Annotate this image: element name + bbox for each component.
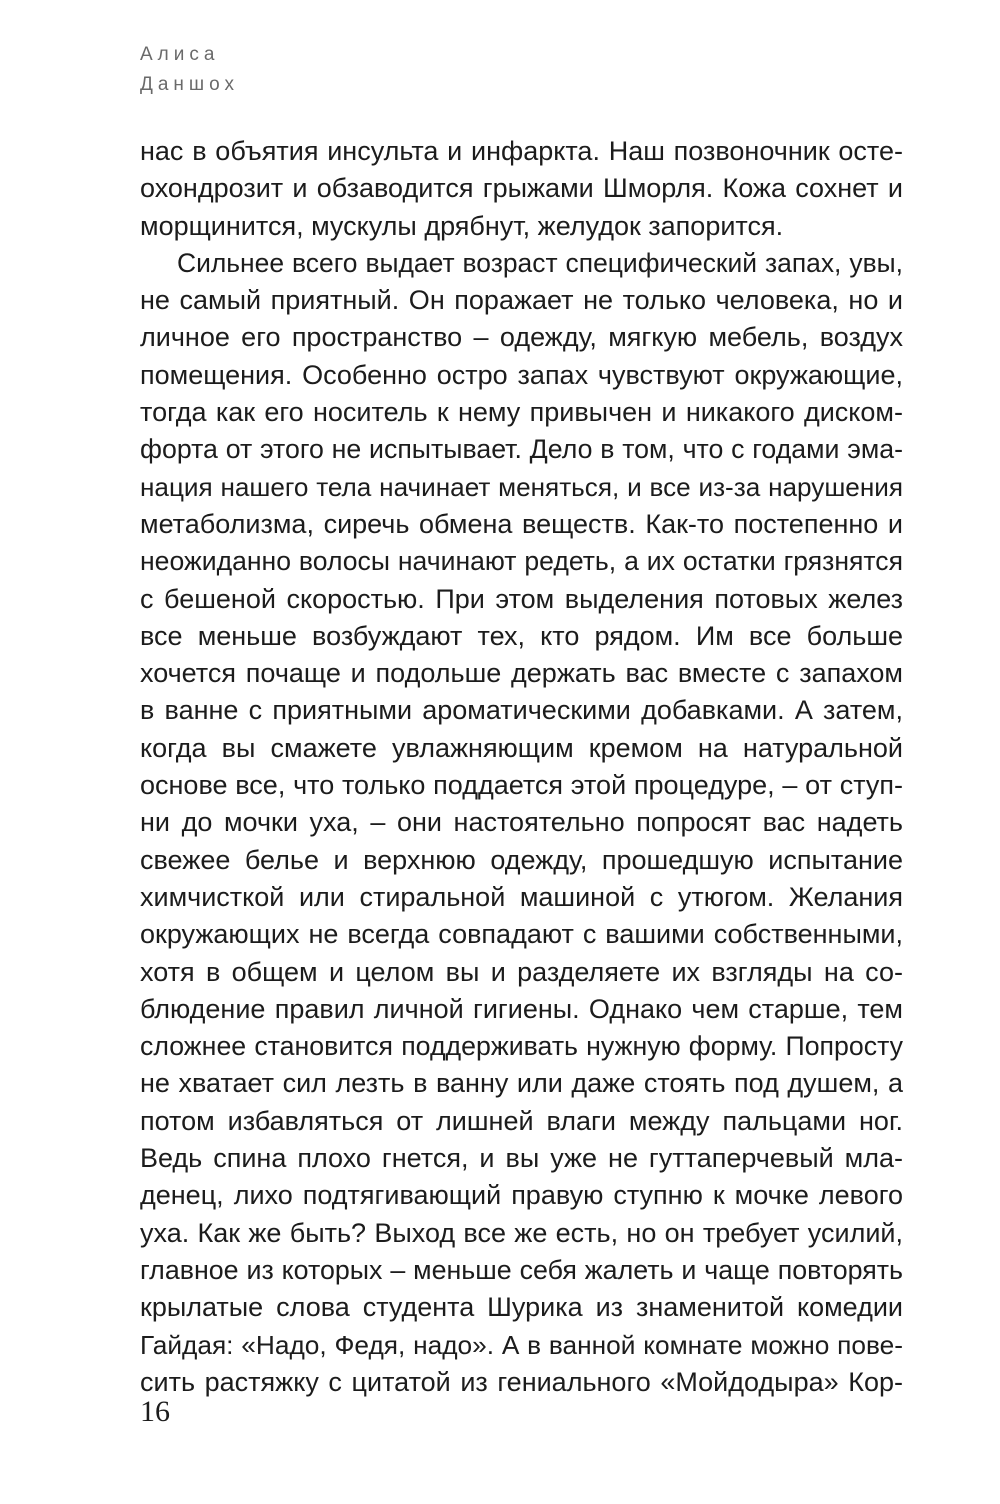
text-line: химчисткой или стиральной машиной с утюгом. Желания xyxy=(140,881,903,912)
text-line: тогда как его носитель к нему привычен и никакого диском- xyxy=(140,397,903,428)
text-line: помещения. Особенно остро запах чувствуют окружающие, xyxy=(140,359,903,390)
text-line: хотя в общем и целом вы и разделяете их взгляды на со- xyxy=(140,956,903,987)
text-line: Ведь спина плохо гнется, и вы уже не гуттаперчевый мла- xyxy=(140,1143,903,1174)
page-number: 16 xyxy=(140,1395,170,1428)
text-line: хочется почаще и подольше держать вас вместе с запахом xyxy=(140,658,903,689)
text-line: потом избавляться от лишней влаги между пальцами ног. xyxy=(140,1105,903,1136)
text-line: не самый приятный. Он поражает не только человека, но и xyxy=(140,285,903,316)
text-line: нас в объятия инсульта и инфаркта. Наш позвоночник осте- xyxy=(140,136,903,166)
text-line: уха. Как же быть? Выход все же есть, но он требует усилий, xyxy=(140,1217,903,1248)
text-line: когда вы смажете увлажняющим кремом на натуральной xyxy=(140,732,903,763)
text-line: не хватает сил лезть в ванну или даже стоять под душем, а xyxy=(140,1068,903,1099)
text-line: сложнее становится поддерживать нужную форму. Попросту xyxy=(140,1031,903,1062)
text-line: Гайдая: «Надо, Федя, надо». А в ванной комнате можно пове- xyxy=(140,1329,903,1360)
text-line: форта от этого не испытывает. Дело в том, что с годами эма- xyxy=(140,434,903,465)
text-line: нация нашего тела начинает меняться, и все из-за нарушения xyxy=(140,471,903,502)
text-line: сить растяжку с цитатой из гениального «Мойдодыра» Кор- xyxy=(140,1366,903,1397)
text-line: блюдение правил личной гигиены. Однако чем старше, тем xyxy=(140,993,903,1024)
text-line: денец, лихо подтягивающий правую ступню к мочке левого xyxy=(140,1180,903,1211)
text-line: главное из которых – меньше себя жалеть и чаще повторять xyxy=(140,1254,903,1285)
text-line: все меньше возбуждают тех, кто рядом. Им все больше xyxy=(140,620,903,651)
text-line: основе все, что только поддается этой процедуре, – от ступ- xyxy=(140,770,903,801)
author-first-name: Алиса xyxy=(140,44,220,65)
text-line: неожиданно волосы начинают редеть, а их остатки грязнятся xyxy=(140,546,903,577)
text-line: метаболизма, сиречь обмена веществ. Как-то постепенно и xyxy=(140,508,903,539)
text-line: морщинится, мускулы дрябнут, желудок запорится. xyxy=(140,210,784,241)
author-last-name: Даншох xyxy=(140,74,240,95)
text-line: крылатые слова студента Шурика из знаменитой комедии xyxy=(140,1292,903,1323)
text-line: в ванне с приятными ароматическими добавками. А затем, xyxy=(140,695,903,726)
running-head xyxy=(140,40,239,100)
text-line: личное его пространство – одежду, мягкую мебель, воздух xyxy=(140,322,903,353)
text-line: окружающих не всегда совпадают с вашими собственными, xyxy=(140,919,903,950)
text-line: свежее белье и верхнюю одежду, прошедшую испытание xyxy=(140,844,903,875)
body-text xyxy=(140,133,903,1401)
text-line: охондрозит и обзаводится грыжами Шморля. Кожа сохнет и xyxy=(140,173,903,204)
text-line: с бешеной скоростью. При этом выделения потовых желез xyxy=(140,583,903,614)
text-line: Сильнее всего выдает возраст специфический запах, увы, xyxy=(177,247,903,278)
text-line: ни до мочки уха, – они настоятельно попросят вас надеть xyxy=(140,807,903,838)
